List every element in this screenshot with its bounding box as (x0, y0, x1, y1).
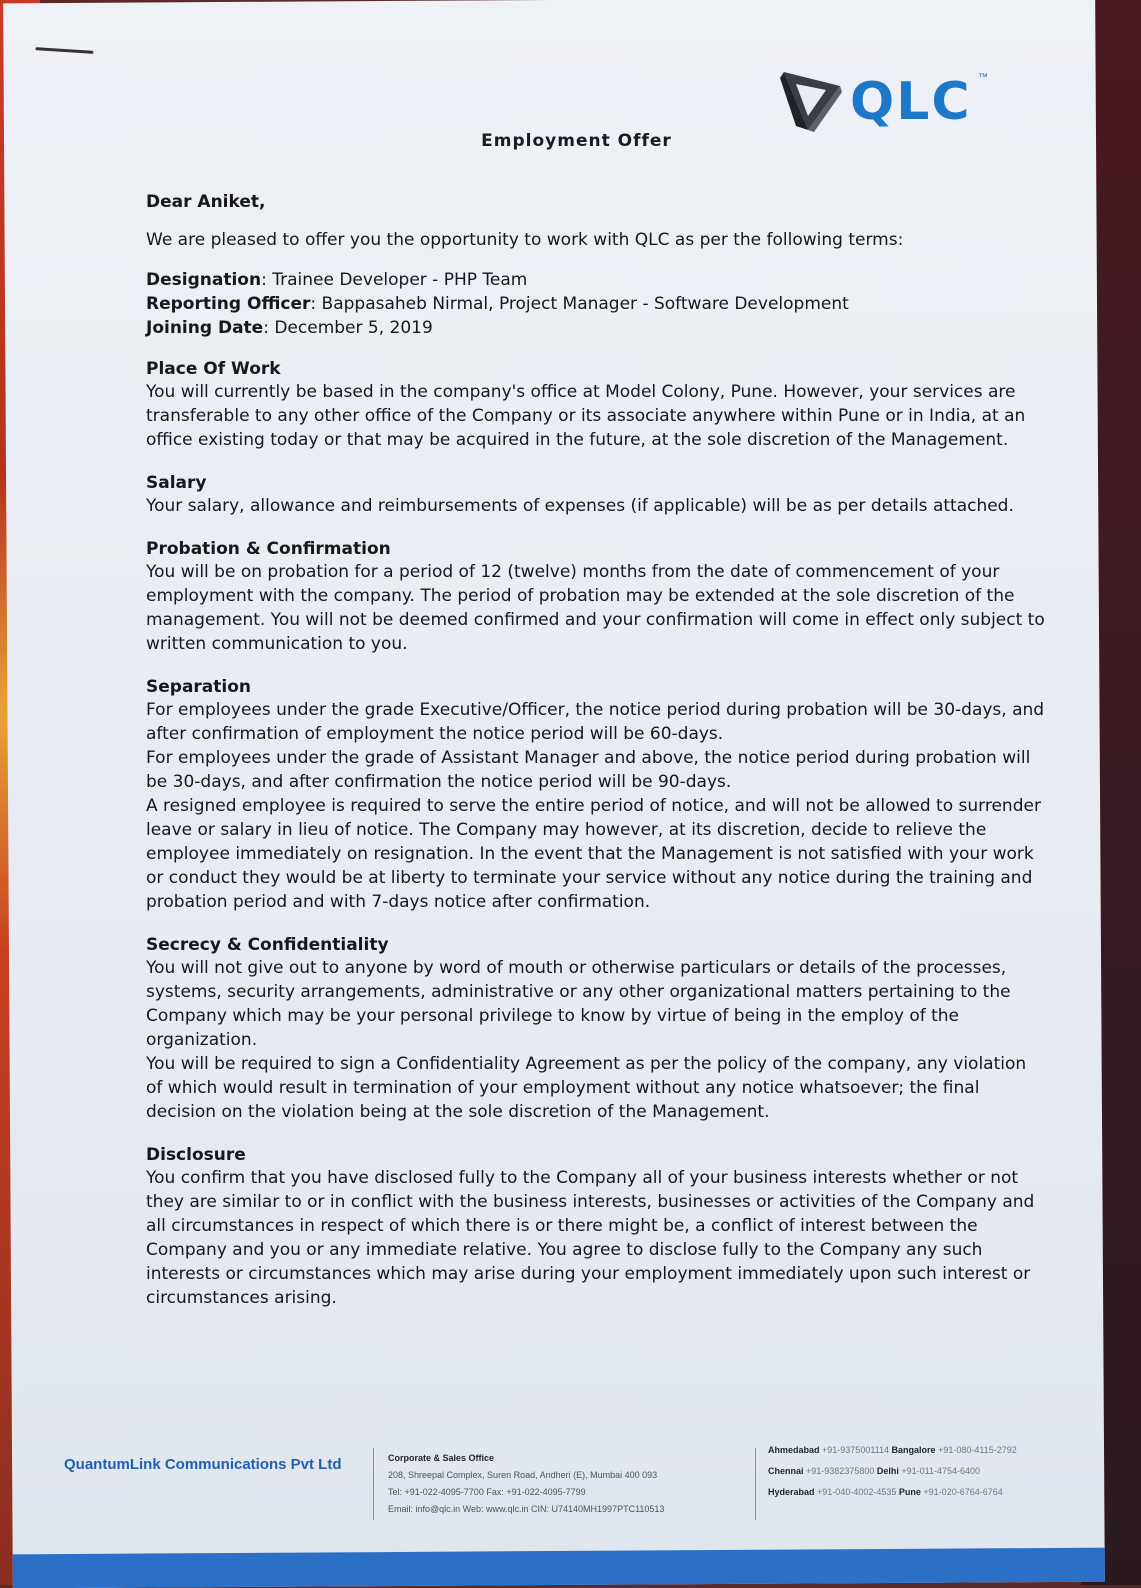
corporate-office-block (388, 1450, 748, 1518)
office-email: Email: info@qlc.in Web: www.qlc.in CIN: U74140MH1997PTC110513 (388, 1504, 665, 1514)
branch-offices (768, 1440, 1098, 1503)
company-name: QuantumLink Communications Pvt Ltd (64, 1456, 342, 1473)
branch-row (768, 1461, 1098, 1482)
section-paragraph: You will currently be based in the company's office at Model Colony, Pune. However, your services are transferable to any other office of the Company or its associate anywhere within Pune or in India, at an office existing today or that may be acquired in the future, at the sole discretion of the Management. (146, 382, 1026, 450)
branch-city: Pune (898, 1487, 921, 1497)
section-paragraph: You will be on probation for a period of 12 (twelve) months from the date of commencement of your employment with the company. The period of probation may be extended at the sole discretion of the management. You will not be deemed confirmed and your confirmation will come in effect only subject to written communication to you. (146, 562, 1045, 654)
branch-city: Delhi (876, 1466, 899, 1476)
section-paragraph: For employees under the grade of Assistant Manager and above, the notice period during probation will be 30-days, and after confirmation the notice period will be 90-days. (146, 748, 1031, 792)
terms-block (146, 268, 1046, 340)
term-designation: Designation: Trainee Developer - PHP Team (146, 270, 528, 290)
qlc-logo-icon (780, 68, 844, 138)
section-heading: Secrecy & Confidentiality (146, 935, 389, 955)
branch-city: Hyderabad (768, 1487, 815, 1497)
section-disclosure (146, 1144, 1046, 1310)
letterhead-footer (0, 1436, 1141, 1536)
term-label: Reporting Officer (146, 294, 311, 314)
section-heading: Place Of Work (146, 359, 281, 379)
section-paragraph: You confirm that you have disclosed fully to the Company all of your business interests whether or not they are similar to or in conflict with the business interests, businesses or activities of the Company and all circumstances in respect of which there is or there might be, a conflict of interest between the Company and you or any immediate relative. You agree to disclose fully to the Company any such interests or circumstances which may arise during your employment immediately upon such interest or circumstances arising. (146, 1168, 1035, 1308)
section-heading: Salary (146, 473, 207, 493)
office-address: 208, Shreepal Complex, Suren Road, Andheri (E), Mumbai 400 093 (388, 1470, 658, 1480)
term-reporting-officer: Reporting Officer: Bappasaheb Nirmal, Project Manager - Software Development (146, 294, 849, 314)
office-heading: Corporate & Sales Office (388, 1453, 495, 1463)
branch-city: Chennai (768, 1466, 804, 1476)
footer-divider (373, 1448, 374, 1520)
term-joining-date: Joining Date: December 5, 2019 (146, 318, 433, 338)
section-paragraph: For employees under the grade Executive/Officer, the notice period during probation will be 30-days, and after confirmation of employment the notice period will be 60-days. (146, 700, 1045, 744)
branch-city: Bangalore (891, 1445, 936, 1455)
term-label: Joining Date (146, 318, 264, 338)
section-secrecy (146, 934, 1046, 1124)
pen-mark (35, 47, 93, 54)
letter-body (146, 190, 1046, 1330)
branch-phone: +91-020-6764-6764 (923, 1487, 1003, 1497)
term-value: Trainee Developer - PHP Team (272, 270, 528, 290)
footer-divider (755, 1448, 756, 1520)
term-label: Designation (146, 270, 262, 290)
branch-phone: +91-9382375800 (806, 1466, 875, 1476)
qlc-logo (780, 68, 990, 140)
section-paragraph: You will not give out to anyone by word of mouth or otherwise particulars or details of the processes, systems, security arrangements, administrative or any other organizational matters pertaining to the Company which may be your personal privilege to know by virtue of being in the employ of the organization. (146, 958, 1011, 1050)
branch-phone: +91-080-4115-2792 (938, 1445, 1017, 1455)
intro-paragraph: We are pleased to offer you the opportunity to work with QLC as per the following terms: (146, 230, 904, 250)
branch-city: Ahmedabad (768, 1445, 820, 1455)
term-value: Bappasaheb Nirmal, Project Manager - Software Development (321, 294, 849, 314)
document-title: Employment Offer (481, 131, 672, 151)
section-heading: Disclosure (146, 1145, 246, 1165)
branch-phone: +91-9375001114 (822, 1445, 890, 1455)
section-probation (146, 538, 1046, 656)
trademark-symbol: ™ (978, 72, 988, 83)
section-separation (146, 676, 1046, 914)
section-salary (146, 472, 1046, 518)
section-heading: Probation & Confirmation (146, 539, 391, 559)
logo-wordmark: QLC (850, 72, 972, 132)
section-place-of-work (146, 358, 1046, 452)
branch-row (768, 1440, 1098, 1461)
section-paragraph: Your salary, allowance and reimbursements of expenses (if applicable) will be as per details attached. (146, 496, 1014, 516)
branch-phone: +91-011-4754-6400 (901, 1466, 981, 1476)
salutation: Dear Aniket, (146, 192, 266, 212)
section-heading: Separation (146, 677, 252, 697)
office-phone: Tel: +91-022-4095-7700 Fax: +91-022-4095-7799 (388, 1487, 586, 1497)
footer-color-bar (13, 1548, 1105, 1588)
section-paragraph: A resigned employee is required to serve the entire period of notice, and will not be allowed to surrender leave or salary in lieu of notice. The Company may however, at its discretion, decide to relieve the employee immediately on resignation. In the event that the Management is not satisfied with your work or conduct they would be at liberty to terminate your service without any notice during the training and probation period and with 7-days notice after confirmation. (146, 796, 1041, 912)
term-value: December 5, 2019 (274, 318, 433, 338)
section-paragraph: You will be required to sign a Confidentiality Agreement as per the policy of the company, any violation of which would result in termination of your employment without any notice whatsoever; the final decision on the violation being at the sole discretion of the Management. (146, 1054, 1027, 1122)
branch-row (768, 1482, 1098, 1503)
branch-phone: +91-040-4002-4535 (817, 1487, 897, 1497)
